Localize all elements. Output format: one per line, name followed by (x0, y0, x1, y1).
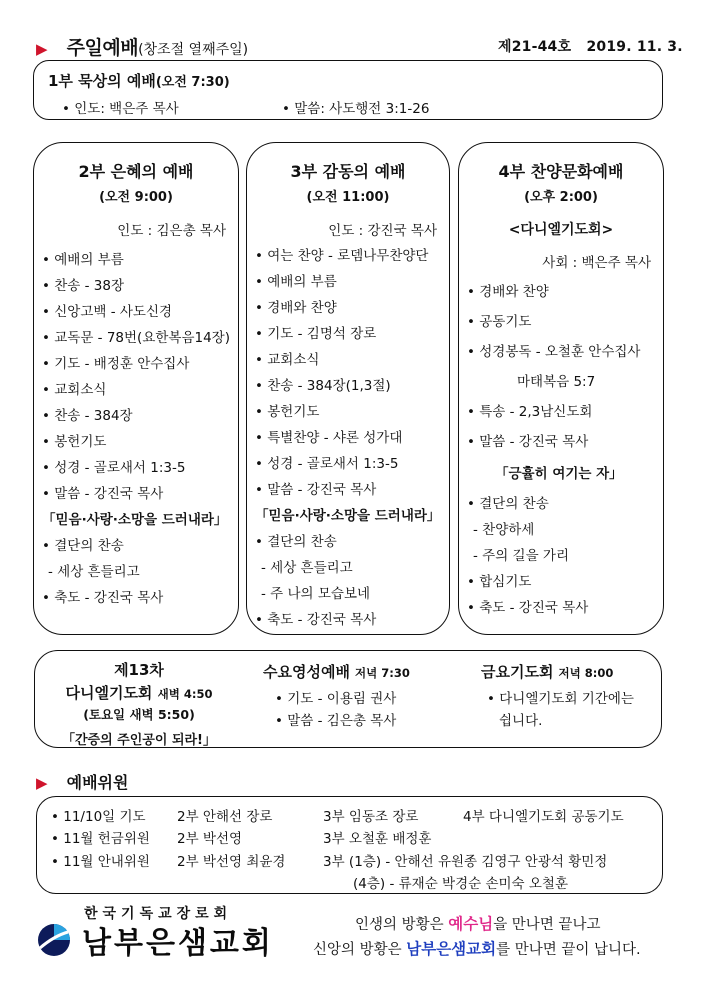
list-item: • 찬송 - 38장 (42, 278, 125, 294)
list-item: • 성경 - 골로새서 1:3-5 (42, 460, 186, 476)
service1-name: 1부 묵상의 예배 (48, 72, 156, 90)
committee-cell: 3부 임동조 장로 (323, 809, 419, 825)
list-item: • 합심기도 (467, 574, 532, 590)
list-item: - 주 나의 모습보네 (261, 586, 371, 602)
committee-cell: 3부 오철훈 배정훈 (323, 831, 432, 847)
committee-row-label: • 11/10일 기도 (51, 809, 146, 825)
committee-cell: 2부 안해선 장로 (177, 809, 273, 825)
triangle-bullet-icon: ▶ (36, 40, 48, 58)
service1-leader: • 인도: 백은주 목사 (62, 101, 179, 117)
daniel-saturday: (토요일 새벽 5:50) (83, 707, 195, 722)
denomination-name: 한국기독교장로회 (84, 906, 233, 922)
service2-box (33, 142, 239, 635)
service2-title: 2부 은혜의 예배 (78, 162, 194, 181)
daniel-time: 새벽 4:50 (157, 687, 213, 701)
page-title: 주일예배 (66, 37, 139, 59)
service4-title: 4부 찬양문화예배 (498, 162, 624, 181)
list-item: • 말씀 - 김은총 목사 (275, 713, 397, 729)
service2-order (34, 247, 238, 611)
list-item: • 신앙고백 - 사도신경 (42, 304, 173, 320)
list-item: • 말씀 - 강진국 목사 (42, 486, 164, 502)
issue-number (498, 36, 683, 56)
slogan-text: 인생의 방황은 (355, 917, 449, 933)
list-item: • 말씀 - 강진국 목사 (255, 482, 377, 498)
list-item: - 세상 흔들리고 (48, 564, 140, 580)
committee-header (36, 770, 128, 793)
list-item: • 축도 - 강진국 목사 (467, 600, 589, 616)
service4-time: (오후 2:00) (524, 190, 598, 205)
sermon-title: 「믿음·사랑·소망을 드러내라」 (42, 512, 228, 528)
service1-box (33, 60, 663, 120)
committee-cell: 2부 박선영 (177, 831, 243, 847)
service2-time: (오전 9:00) (99, 190, 173, 205)
service4-group: <다니엘기도회> (508, 222, 614, 238)
service3-title: 3부 감동의 예배 (290, 162, 406, 181)
daniel-name: 다니엘기도회 (65, 684, 153, 702)
list-item: • 찬송 - 384장(1,3절) (255, 378, 391, 394)
list-item: - 주의 길을 가리 (473, 548, 569, 564)
list-item: • 교회소식 (42, 382, 107, 398)
list-item: • 찬송 - 384장 (42, 408, 133, 424)
triangle-bullet-icon: ▶ (36, 774, 48, 792)
list-item: • 특별찬양 - 샤론 성가대 (255, 430, 403, 446)
list-item: • 성경봉독 - 오철훈 안수집사 (467, 344, 641, 360)
service3-leader: 인도 : 강진국 목사 (328, 223, 437, 239)
church-logo-icon (36, 922, 72, 962)
list-item: • 경배와 찬양 (255, 300, 337, 316)
slogan-line2 (313, 937, 641, 959)
service3-box (246, 142, 450, 635)
scripture: 마태복음 5:7 (517, 374, 596, 390)
header (36, 33, 248, 60)
list-item: • 예배의 부름 (255, 274, 337, 290)
committee-cell: (4층) - 류재순 박경순 손미숙 오철훈 (353, 876, 568, 892)
service1-title (48, 70, 230, 91)
list-item: • 교독문 - 78번(요한복음14장) (42, 330, 230, 346)
committee-cell: 3부 (1층) - 안해선 유원종 김영구 안광석 황민정 (323, 854, 608, 870)
list-item: • 봉헌기도 (42, 434, 107, 450)
list-item: • 축도 - 강진국 목사 (42, 590, 164, 606)
church-name: 남부은샘교회 (82, 926, 274, 961)
slogan-text: 신앙의 방황은 (313, 942, 407, 958)
friday-section (481, 661, 613, 682)
list-item: • 결단의 찬송 (255, 534, 337, 550)
weekday-box (34, 650, 662, 748)
list-item: • 결단의 찬송 (467, 496, 549, 512)
daniel-title (49, 682, 229, 703)
committee-cell: 4부 다니엘기도회 공동기도 (463, 809, 624, 825)
list-item: • 공동기도 (467, 314, 532, 330)
list-item: • 축도 - 강진국 목사 (255, 612, 377, 628)
service4-leader: 사회 : 백은주 목사 (542, 255, 651, 271)
wednesday-section (263, 661, 410, 682)
list-item: • 결단의 찬송 (42, 538, 124, 554)
list-item: - 찬양하세 (473, 522, 535, 538)
slogan-highlight: 남부은샘교회 (406, 940, 497, 958)
friday-note-cont: 쉽니다. (499, 713, 543, 729)
slogan-highlight: 예수님 (448, 915, 494, 933)
friday-note: • 다니엘기도회 기간에는 (487, 691, 634, 707)
daniel-theme: 「간증의 주인공이 되라!」 (61, 733, 216, 748)
list-item: • 말씀 - 강진국 목사 (467, 434, 589, 450)
list-item: • 기도 - 배정훈 안수집사 (42, 356, 190, 372)
committee-row-label: • 11월 안내위원 (51, 854, 150, 870)
service2-leader: 인도 : 김은총 목사 (117, 223, 226, 239)
service3-order (247, 243, 449, 633)
service1-sermon: • 말씀: 사도행전 3:1-26 (282, 101, 430, 117)
friday-title: 금요기도회 (481, 663, 554, 681)
service1-time: (오전 7:30) (155, 75, 230, 90)
service3-time: (오전 11:00) (306, 190, 390, 205)
committee-box (36, 796, 663, 894)
slogan-line1 (355, 912, 600, 934)
committee-row-label: • 11월 헌금위원 (51, 831, 150, 847)
list-item: - 세상 흔들리고 (261, 560, 353, 576)
service4-box (458, 142, 664, 635)
list-item: • 특송 - 2,3남신도회 (467, 404, 593, 420)
list-item: • 예배의 부름 (42, 252, 124, 268)
friday-time: 저녁 8:00 (558, 666, 614, 680)
list-item: • 경배와 찬양 (467, 284, 549, 300)
issue-label: 제21-44호 (498, 39, 572, 55)
list-item: • 교회소식 (255, 352, 320, 368)
slogan-text: 를 만나면 끝이 납니다. (496, 942, 641, 958)
sermon-title: 「긍휼히 여기는 자」 (495, 466, 623, 482)
daniel-section (49, 659, 229, 748)
daniel-round: 제13차 (114, 661, 164, 679)
list-item: • 기도 - 김명석 장로 (255, 326, 377, 342)
page-subtitle: (창조절 열째주일) (138, 42, 249, 58)
list-item: • 봉헌기도 (255, 404, 320, 420)
slogan-text: 을 만나면 끝나고 (493, 917, 601, 933)
wednesday-time: 저녁 7:30 (355, 666, 410, 680)
service4-order (459, 277, 663, 621)
list-item: • 기도 - 이용림 권사 (275, 691, 397, 707)
issue-date: 2019. 11. 3. (586, 39, 683, 55)
wednesday-title: 수요영성예배 (263, 663, 350, 681)
committee-title: 예배위원 (66, 773, 129, 792)
sermon-title: 「믿음·사랑·소망을 드러내라」 (255, 508, 441, 524)
committee-cell: 2부 박선영 최윤경 (177, 854, 286, 870)
list-item: • 여는 찬양 - 로뎀나무찬양단 (255, 248, 429, 264)
list-item: • 성경 - 골로새서 1:3-5 (255, 456, 399, 472)
